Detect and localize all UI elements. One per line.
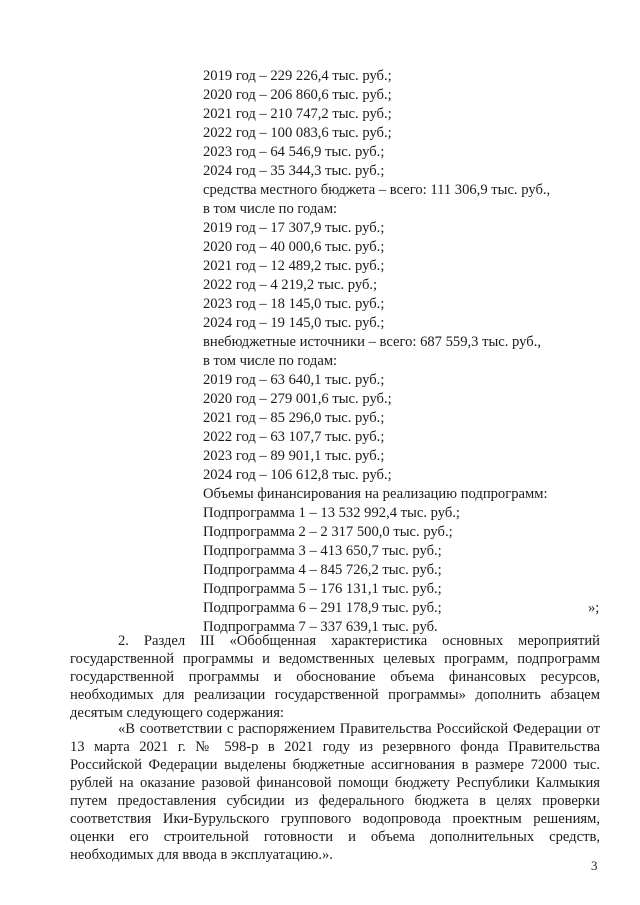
funding-line: внебюджетные источники – всего: 687 559,3 тыс. руб., (203, 334, 541, 350)
funding-line: 2020 год – 40 000,6 тыс. руб.; (203, 239, 385, 255)
funding-line: 2019 год – 17 307,9 тыс. руб.; (203, 220, 385, 236)
funding-line: 2024 год – 106 612,8 тыс. руб.; (203, 467, 392, 483)
funding-line: 2024 год – 35 344,3 тыс. руб.; (203, 163, 385, 179)
funding-line: 2022 год – 100 083,6 тыс. руб.; (203, 125, 392, 141)
funding-line: средства местного бюджета – всего: 111 306,9 тыс. руб., (203, 182, 551, 198)
funding-line: 2020 год – 279 001,6 тыс. руб.; (203, 391, 392, 407)
funding-line: 2022 год – 63 107,7 тыс. руб.; (203, 429, 385, 445)
funding-line: Подпрограмма 1 – 13 532 992,4 тыс. руб.; (203, 505, 460, 521)
funding-line: в том числе по годам: (203, 201, 338, 217)
funding-line: Объемы финансирования на реализацию подпрограмм: (203, 486, 548, 502)
funding-line: 2023 год – 89 901,1 тыс. руб.; (203, 448, 385, 464)
funding-line: в том числе по годам: (203, 353, 338, 369)
funding-line: 2023 год – 64 546,9 тыс. руб.; (203, 144, 385, 160)
funding-line: Подпрограмма 6 – 291 178,9 тыс. руб.; (203, 600, 442, 616)
funding-line: 2021 год – 12 489,2 тыс. руб.; (203, 258, 385, 274)
closing-quote-mark: »; (588, 600, 600, 616)
funding-line: 2021 год – 85 296,0 тыс. руб.; (203, 410, 385, 426)
funding-line: Подпрограмма 2 – 2 317 500,0 тыс. руб.; (203, 524, 453, 540)
funding-line: Подпрограмма 3 – 413 650,7 тыс. руб.; (203, 543, 442, 559)
inserted-text-paragraph: «В соответствии с распоряжением Правительства Российской Федерации от 13 марта 2021 г. № 598-р в 2021 году из резервного фонда Правительства Российской Федерации выделены бюджетные ассигнования в размере 72000 тыс. рублей на оказание разовой финансовой помощи бюджету Республики Калмыкия путем предоставления субсидии из федерального бюджета в целях проверки соответствия Ики-Бурульского группового водопровода проектным решениям, оценки его строительной готовности и объема дополнительных средств, необходимых для ввода в эксплуатацию.». (70, 721, 600, 863)
funding-line: Подпрограмма 4 – 845 726,2 тыс. руб.; (203, 562, 442, 578)
funding-line: 2022 год – 4 219,2 тыс. руб.; (203, 277, 378, 293)
funding-line: 2019 год – 63 640,1 тыс. руб.; (203, 372, 385, 388)
funding-line: Подпрограмма 5 – 176 131,1 тыс. руб.; (203, 581, 442, 597)
funding-line: 2024 год – 19 145,0 тыс. руб.; (203, 315, 385, 331)
funding-line: 2019 год – 229 226,4 тыс. руб.; (203, 68, 392, 84)
page-number: 3 (591, 858, 598, 873)
funding-line: Подпрограмма 7 – 337 639,1 тыс. руб. (203, 619, 438, 635)
funding-line: 2023 год – 18 145,0 тыс. руб.; (203, 296, 385, 312)
funding-line: 2021 год – 210 747,2 тыс. руб.; (203, 106, 392, 122)
amendment-paragraph: 2. Раздел III «Обобщенная характеристика основных мероприятий государственной программы и ведомственных целевых программ, подпрограмм государственной программы и обоснование объема финансовых ресурсов, необходимых для реализации государственной программы» дополнить абзацем десятым следующего содержания: (70, 633, 600, 721)
funding-line: 2020 год – 206 860,6 тыс. руб.; (203, 87, 392, 103)
